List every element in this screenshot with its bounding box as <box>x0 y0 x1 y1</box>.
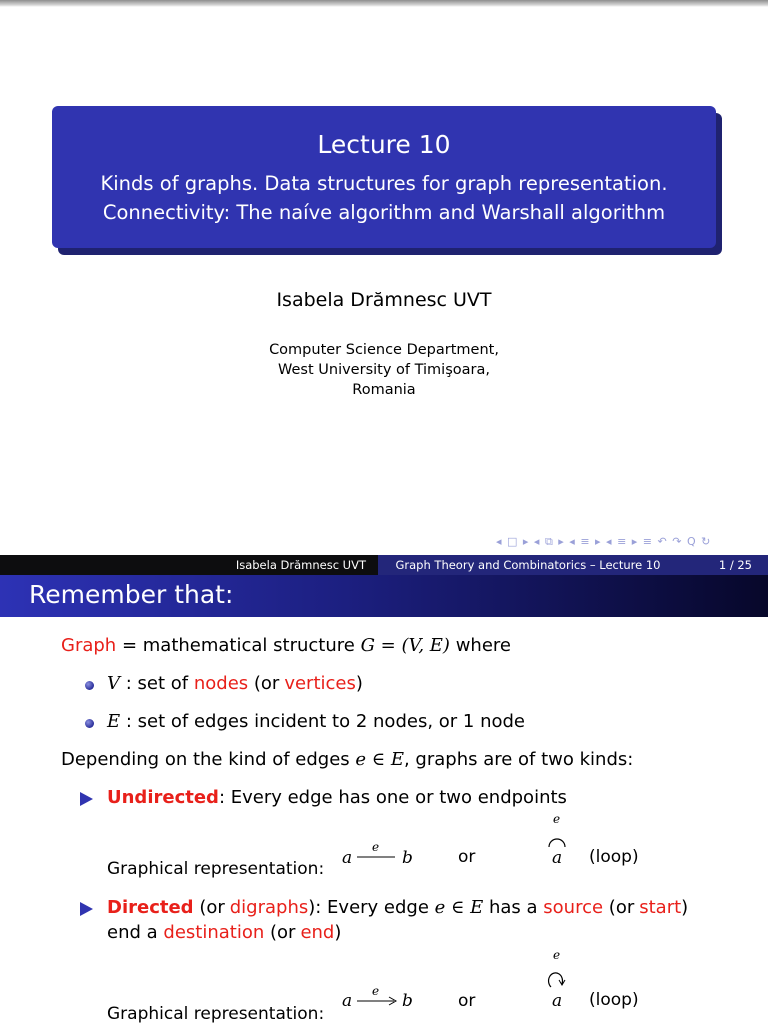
text: (or <box>608 897 635 918</box>
undirected-edge-line <box>357 852 397 862</box>
text: , graphs are of two kinds: <box>403 749 634 770</box>
loop-node-a: a <box>552 848 563 868</box>
footer-page-segment <box>678 555 768 575</box>
edge-label: e <box>372 840 380 854</box>
text: (or <box>270 922 296 943</box>
text: : set of edges incident to 2 nodes, or 1 node <box>125 711 525 732</box>
beamer-navigation-icons[interactable]: ◂ □ ▸ ◂ ⧉ ▸ ◂ ≡ ▸ ◂ ≡ ▸ ≡ ↶ ↷ Q ↻ <box>496 535 712 548</box>
footer-author: Isabela Drămnesc UVT <box>235 558 366 572</box>
directed-loop-arrow <box>546 966 570 990</box>
depending-line <box>61 749 633 770</box>
node-a: a <box>342 848 353 868</box>
undirected-loop-arc <box>546 831 570 849</box>
lecture-subtitle-line1: Kinds of graphs. Data structures for graph representation. <box>100 172 668 195</box>
var-e: E <box>107 711 121 732</box>
loop-text: (loop) <box>589 990 639 1010</box>
frame-title-bar <box>0 575 768 617</box>
source-word: source <box>543 897 604 918</box>
loop-node-a: a <box>552 991 563 1011</box>
lecture-title: Lecture 10 <box>317 130 451 159</box>
bullet-nodes <box>107 673 363 694</box>
digraphs-word: digraphs <box>229 897 309 918</box>
graph-where: where <box>455 635 511 656</box>
graph-def-text: = mathematical structure <box>121 635 355 656</box>
footer-page-number: 1 / 25 <box>718 558 752 572</box>
end-word: end <box>300 922 335 943</box>
text: (or <box>199 897 225 918</box>
footer-author-segment <box>0 555 378 575</box>
bullet-dot <box>85 681 94 690</box>
directed-item <box>107 897 688 918</box>
text: ) <box>355 673 363 694</box>
node-b: b <box>402 991 413 1011</box>
graph-word: Graph <box>61 635 117 656</box>
triangle-bullet-icon <box>80 792 93 806</box>
text: end a <box>107 922 158 943</box>
destination-word: destination <box>163 922 265 943</box>
loop-text: (loop) <box>589 847 639 867</box>
triangle-bullet-icon <box>80 902 93 916</box>
text: ): Every edge <box>308 897 429 918</box>
footer-title: Graph Theory and Combinatorics – Lecture 10 <box>395 558 661 572</box>
lecture-subtitle-line2: Connectivity: The naíve algorithm and Warshall algorithm <box>102 201 666 224</box>
text: Depending on the kind of edges <box>61 749 350 770</box>
text: has a <box>488 897 538 918</box>
math: e ∈ E <box>355 749 404 770</box>
graphical-rep-label: Graphical representation: <box>107 859 325 879</box>
loop-edge-label: e <box>553 948 561 962</box>
frame-title: Remember that: <box>29 580 234 609</box>
institute-line3: Romania <box>352 382 416 398</box>
or-text: or <box>458 991 476 1011</box>
footer-title-segment <box>378 555 678 575</box>
start-word: start <box>639 897 682 918</box>
undirected-label: Undirected <box>107 787 219 808</box>
undirected-item <box>107 787 567 808</box>
author-name: Isabela Drămnesc UVT <box>276 289 492 311</box>
loop-edge-label: e <box>553 812 561 826</box>
graph-definition <box>61 635 511 656</box>
directed-item-line2 <box>107 922 341 943</box>
title-box <box>52 106 716 248</box>
bullet-dot <box>85 719 94 728</box>
edge-label: e <box>372 984 380 998</box>
graphical-rep-label-directed: Graphical representation: <box>107 1004 325 1024</box>
node-a: a <box>342 991 353 1011</box>
text: : Every edge has one or two endpoints <box>218 787 567 808</box>
or-text: or <box>458 847 476 867</box>
text: ) <box>334 922 342 943</box>
page-top-shadow <box>0 0 768 7</box>
directed-label: Directed <box>107 897 194 918</box>
institute-line1: Computer Science Department, <box>269 342 499 358</box>
bullet-edges <box>107 711 525 732</box>
nodes-word: nodes <box>193 673 249 694</box>
node-b: b <box>402 848 413 868</box>
footer-bar <box>0 555 768 575</box>
text: ) <box>681 897 689 918</box>
institute-line2: West University of Timişoara, <box>278 362 490 378</box>
text: (or <box>253 673 280 694</box>
var-v: V <box>107 673 120 694</box>
text: : set of <box>125 673 189 694</box>
vertices-word: vertices <box>284 673 356 694</box>
directed-edge-arrow <box>357 996 399 1006</box>
graph-formula: G = (V, E) <box>360 635 450 656</box>
math: e ∈ E <box>434 897 484 918</box>
